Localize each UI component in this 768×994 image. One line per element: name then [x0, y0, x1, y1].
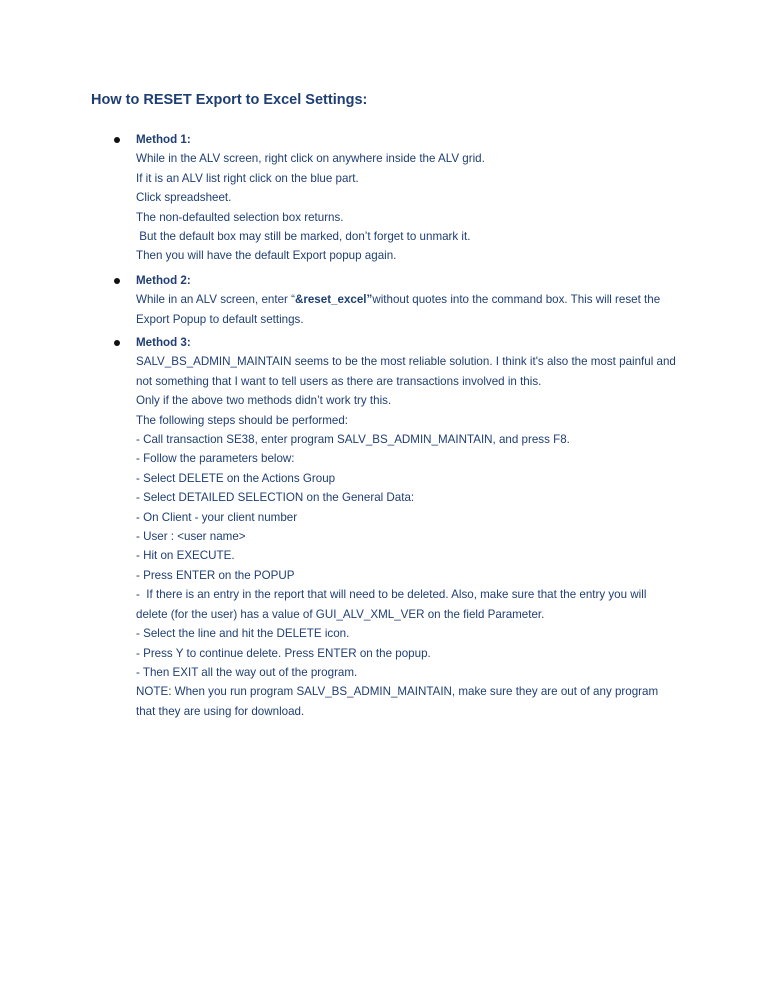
- method-2-section: [136, 271, 676, 329]
- bullet-icon: [114, 278, 120, 284]
- method-3-step: - Hit on EXECUTE.: [136, 549, 235, 563]
- method-1-section: [136, 130, 676, 266]
- method-3-line: Only if the above two methods didn’t work try this.: [136, 394, 392, 408]
- page-title: How to RESET Export to Excel Settings:: [91, 92, 368, 108]
- method-1-line: While in the ALV screen, right click on anywhere inside the ALV grid.: [136, 152, 485, 166]
- method-1-line: Click spreadsheet.: [136, 191, 232, 205]
- method-3-note: NOTE: When you run program SALV_BS_ADMIN_MAINTAIN, make sure they are out of any program that they are using for download.: [136, 685, 659, 718]
- method-1-line: But the default box may still be marked, don’t forget to unmark it.: [136, 230, 471, 244]
- bullet-icon: [114, 137, 120, 143]
- method-2-heading: Method 2:: [136, 274, 191, 287]
- method-2-text-before: While in an ALV screen, enter “: [136, 293, 295, 307]
- method-3-step: - Then EXIT all the way out of the program.: [136, 665, 358, 679]
- method-3-heading: Method 3:: [136, 336, 191, 349]
- method-3-intro: SALV_BS_ADMIN_MAINTAIN seems to be the most reliable solution. I think it's also the most painful and not something that I want to tell users as there are transactions involved in this.: [136, 355, 676, 388]
- method-3-step: - On Client - your client number: [136, 510, 298, 524]
- method-1-heading: Method 1:: [136, 133, 191, 146]
- method-3-line: The following steps should be performed:: [136, 413, 349, 427]
- reset-excel-command: &reset_excel”: [294, 293, 373, 307]
- method-1-line: The non-defaulted selection box returns.: [136, 210, 344, 224]
- method-3-step: - Press ENTER on the POPUP: [136, 568, 295, 582]
- bullet-icon: [114, 340, 120, 346]
- method-3-step: - Select DELETE on the Actions Group: [136, 471, 336, 485]
- method-3-step: - Select the line and hit the DELETE icon.: [136, 627, 350, 641]
- method-3-step: - User : <user name>: [136, 530, 246, 544]
- method-2-text-after: without quotes into the command box. This will reset the Export Popup to default settings.: [136, 293, 661, 326]
- method-3-step: - Press Y to continue delete. Press ENTER on the popup.: [136, 646, 431, 660]
- method-3-step: - Call transaction SE38, enter program SALV_BS_ADMIN_MAINTAIN, and press F8.: [136, 433, 570, 447]
- method-2-text: [136, 290, 676, 329]
- method-3-entry-note: - If there is an entry in the report that will need to be deleted. Also, make sure that the entry you will delete (for the user) has a value of GUI_ALV_XML_VER on the field Parameter.: [136, 588, 650, 621]
- method-3-section: [136, 333, 676, 721]
- method-3-step: - Select DETAILED SELECTION on the General Data:: [136, 491, 415, 505]
- method-3-step: - Follow the parameters below:: [136, 452, 295, 466]
- method-1-line: Then you will have the default Export popup again.: [136, 249, 397, 263]
- method-1-line: If it is an ALV list right click on the blue part.: [136, 171, 359, 185]
